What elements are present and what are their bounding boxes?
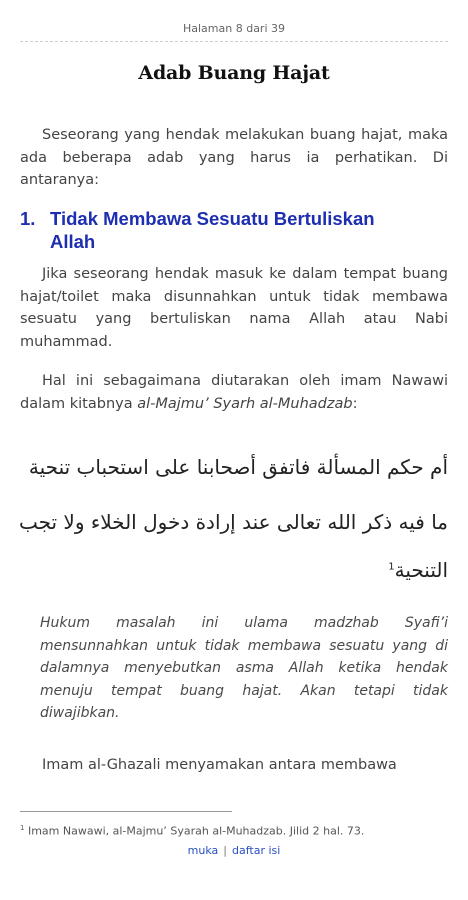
section-number: 1.: [20, 208, 36, 229]
paragraph-jika: Jika seseorang hendak masuk ke dalam tempat buang hajat/toilet maka disunnahkan untuk tidak membawa sesuatu yang bertuliskan nama Allah atau Nabi muhammad.: [20, 266, 448, 350]
arabic-quote-line3: [20, 558, 448, 582]
footnote-text: Imam Nawawi, al-Majmu’ Syarah al-Muhadzab. Jilid 2 hal. 73.: [27, 824, 365, 838]
arabic-quote-line2: ما فيه ذكر الله تعالى عند إرادة دخول الخلاء ولا تجب: [18, 510, 448, 534]
intro-paragraph: Seseorang yang hendak melakukan buang hajat, maka ada beberapa adab yang harus ia perhatikan. Di antaranya:: [20, 127, 448, 188]
header-divider: [20, 41, 448, 42]
chapter-title: Adab Buang Hajat: [138, 62, 330, 84]
book-title: al-Majmu’ Syarh al-Muhadzab: [137, 395, 353, 412]
footer-navigation: [0, 844, 468, 857]
section-heading: [20, 207, 448, 253]
home-link[interactable]: muka: [187, 844, 219, 857]
footnote-divider: [20, 811, 232, 812]
page-indicator: Halaman 8 dari 39: [182, 22, 286, 35]
paragraph-hal: [20, 370, 448, 415]
paragraph-hal-text: Hal ini sebagaimana diutarakan oleh imam Nawawi dalam kitabnya: [20, 373, 448, 412]
footnote-reference[interactable]: 1: [388, 561, 395, 573]
section-heading-line1: Tidak Membawa Sesuatu Bertuliskan: [50, 208, 375, 229]
footnote: [20, 824, 448, 838]
arabic-quote-line3-text: التنحية: [394, 558, 448, 582]
paragraph-hal-end: :: [352, 395, 358, 412]
translation-paragraph: Hukum masalah ini ulama madzhab Syafi’i mensunnahkan untuk tidak membawa sesuatu yang di dalamnya menyebutkan asma Allah ketika hendak menuju tempat buang hajat. Akan tetapi tidak diwajibkan.: [40, 615, 448, 721]
nav-separator: |: [223, 844, 227, 857]
section-heading-line2: Allah: [50, 231, 96, 252]
paragraph-imam: Imam al-Ghazali menyamakan antara membawa: [42, 757, 397, 773]
footnote-number: 1: [20, 824, 25, 832]
arabic-quote-line1: أم حكم المسألة فاتفق أصحابنا على استحباب تنحية: [28, 455, 448, 479]
table-of-contents-link[interactable]: daftar isi: [232, 844, 281, 857]
